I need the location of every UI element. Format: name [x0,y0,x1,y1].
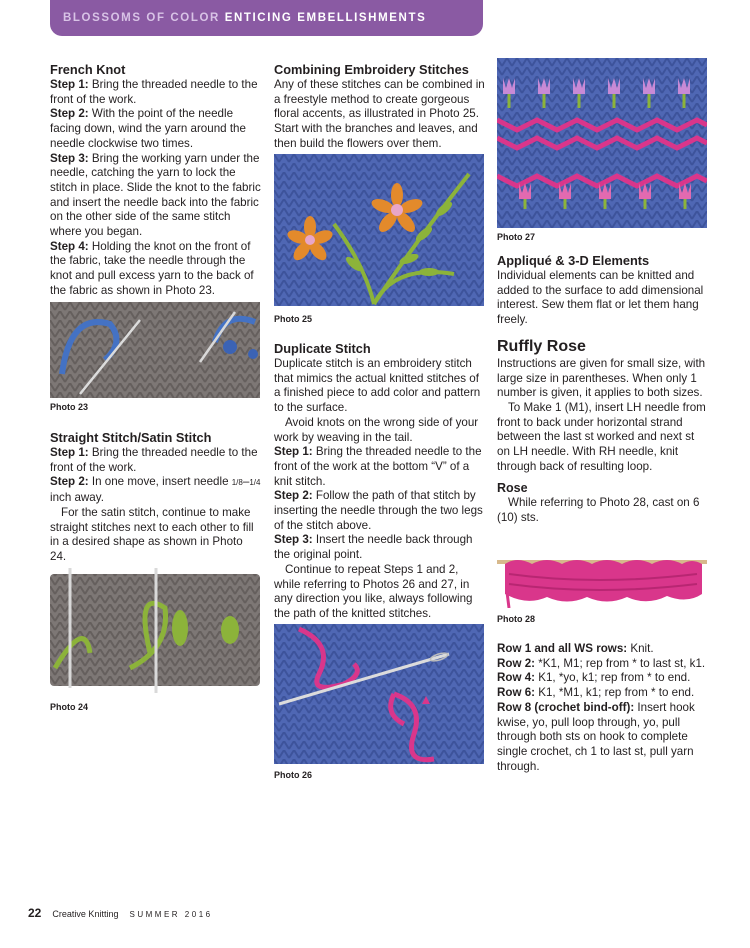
french-knot-step-4: Step 4: Holding the knot on the front of the fabric, take the needle through the knot and pull excess yarn to the back of the fabric as shown in Photo 23. [50,239,254,297]
satin-stitch-paragraph: For the satin stitch, continue to make straight stitches next to each other to fill in a desired shape as shown in Photo 24. [50,505,254,563]
ruffly-rose-heading: Ruffly Rose [497,337,586,355]
duplicate-p3: Continue to repeat Steps 1 and 2, while referring to Photos 26 and 27, in any direction you like, always following the path of the knitted stitches. [274,562,473,620]
duplicate-step-2: Step 2: Follow the path of that stitch by inserting the needle through the two legs of the stitch above. [274,489,483,532]
straight-step-1: Step 1: Bring the threaded needle to the front of the work. [50,446,258,474]
applique-paragraph: Individual elements can be knitted and added to the surface to add dimensional interest. Sew them flat or let them hang freely. [497,269,704,327]
page-number: 22 [28,906,42,920]
ruffly-rose-p1: Instructions are given for small size, with large size in parentheses. When only 1 number is given, it applies to both sizes. [497,356,706,400]
column-3-top [497,253,709,526]
column-3-bottom [497,642,709,774]
rose-heading: Rose [497,481,528,496]
photo-25-image [274,154,484,306]
straight-step-2: Step 2: In one move, insert needle 1/8–1/4 inch away. [50,475,261,505]
french-knot-step-1: Step 1: Bring the threaded needle to the front of the work. [50,78,258,106]
row-6-instruction: Row 6: K1, *M1, k1; rep from * to end. [497,686,695,700]
photo-25-caption: Photo 25 [274,314,313,324]
photo-27-caption: Photo 27 [497,232,536,242]
photo-26-image [274,624,484,764]
combining-heading: Combining Embroidery Stitches [274,62,469,77]
duplicate-p1: Duplicate stitch is an embroidery stitch that mimics the actual knitted stitches of a finished piece to add color and pattern to the surface. [274,357,481,415]
issue-season: SUMMER 2016 [129,910,213,919]
photo-28-image [497,552,707,608]
photo-26-caption: Photo 26 [274,770,313,780]
row-2-instruction: Row 2: *K1, M1; rep from * to last st, k1. [497,656,706,670]
column-1-top [50,62,262,299]
duplicate-step-3: Step 3: Insert the needle back through the original point. [274,533,473,562]
column-1-bottom [50,430,262,565]
applique-heading: Appliqué & 3-D Elements [497,253,650,268]
french-knot-heading: French Knot [50,62,126,77]
duplicate-step-1: Step 1: Bring the threaded needle to the front of the work at the bottom “V” of a knit stitch. [274,445,482,488]
duplicate-stitch-heading: Duplicate Stitch [274,341,371,356]
rose-paragraph: While referring to Photo 28, cast on 6 (10) sts. [497,496,700,525]
combining-paragraph: Any of these stitches can be combined in a freestyle method to create gorgeous floral accents, as illustrated in Photo 25. Start with the branches and leaves, and then build the flowers over them. [274,78,485,150]
photo-24-image [50,568,260,696]
photo-23-image [50,302,260,398]
header-series: BLOSSOMS OF COLOR [63,12,220,24]
header-banner [50,0,483,36]
row-8-instruction: Row 8 (crochet bind-off): Insert hook kwise, yo, pull loop through, yo, pull through both sts on hook to complete single crochet, ch 1 to last st, pull yarn through. [497,700,695,773]
french-knot-step-3: Step 3: Bring the working yarn under the needle, catching the yarn to lock the stitch in place. Slide the knot to the fabric and insert the needle back into the fabric on the other side of the same stitch where you began. [50,151,261,239]
column-2-top [274,62,486,152]
photo-27-image [497,58,707,228]
duplicate-p2: Avoid knots on the wrong side of your work by weaving in the tail. [274,415,479,444]
magazine-name: Creative Knitting [52,909,119,919]
column-2-bottom [274,341,486,622]
row-4-instruction: Row 4: K1, *yo, k1; rep from * to end. [497,671,691,685]
photo-28-caption: Photo 28 [497,614,536,624]
header-section: ENTICING EMBELLISHMENTS [224,12,427,24]
photo-23-caption: Photo 23 [50,402,89,412]
page-footer [28,906,213,920]
photo-24-caption: Photo 24 [50,702,89,712]
ruffly-rose-p2: To Make 1 (M1), insert LH needle from front to back under horizontal strand between the last st worked and next st on LH needle. With RH needle, knit through back of resulting loop. [497,400,706,473]
french-knot-step-2: Step 2: With the point of the needle facing down, wind the yarn around the needle clockwise two times. [50,107,246,150]
header-title [63,12,426,24]
row-1-instruction: Row 1 and all WS rows: Knit. [497,642,654,655]
straight-stitch-heading: Straight Stitch/Satin Stitch [50,430,212,445]
